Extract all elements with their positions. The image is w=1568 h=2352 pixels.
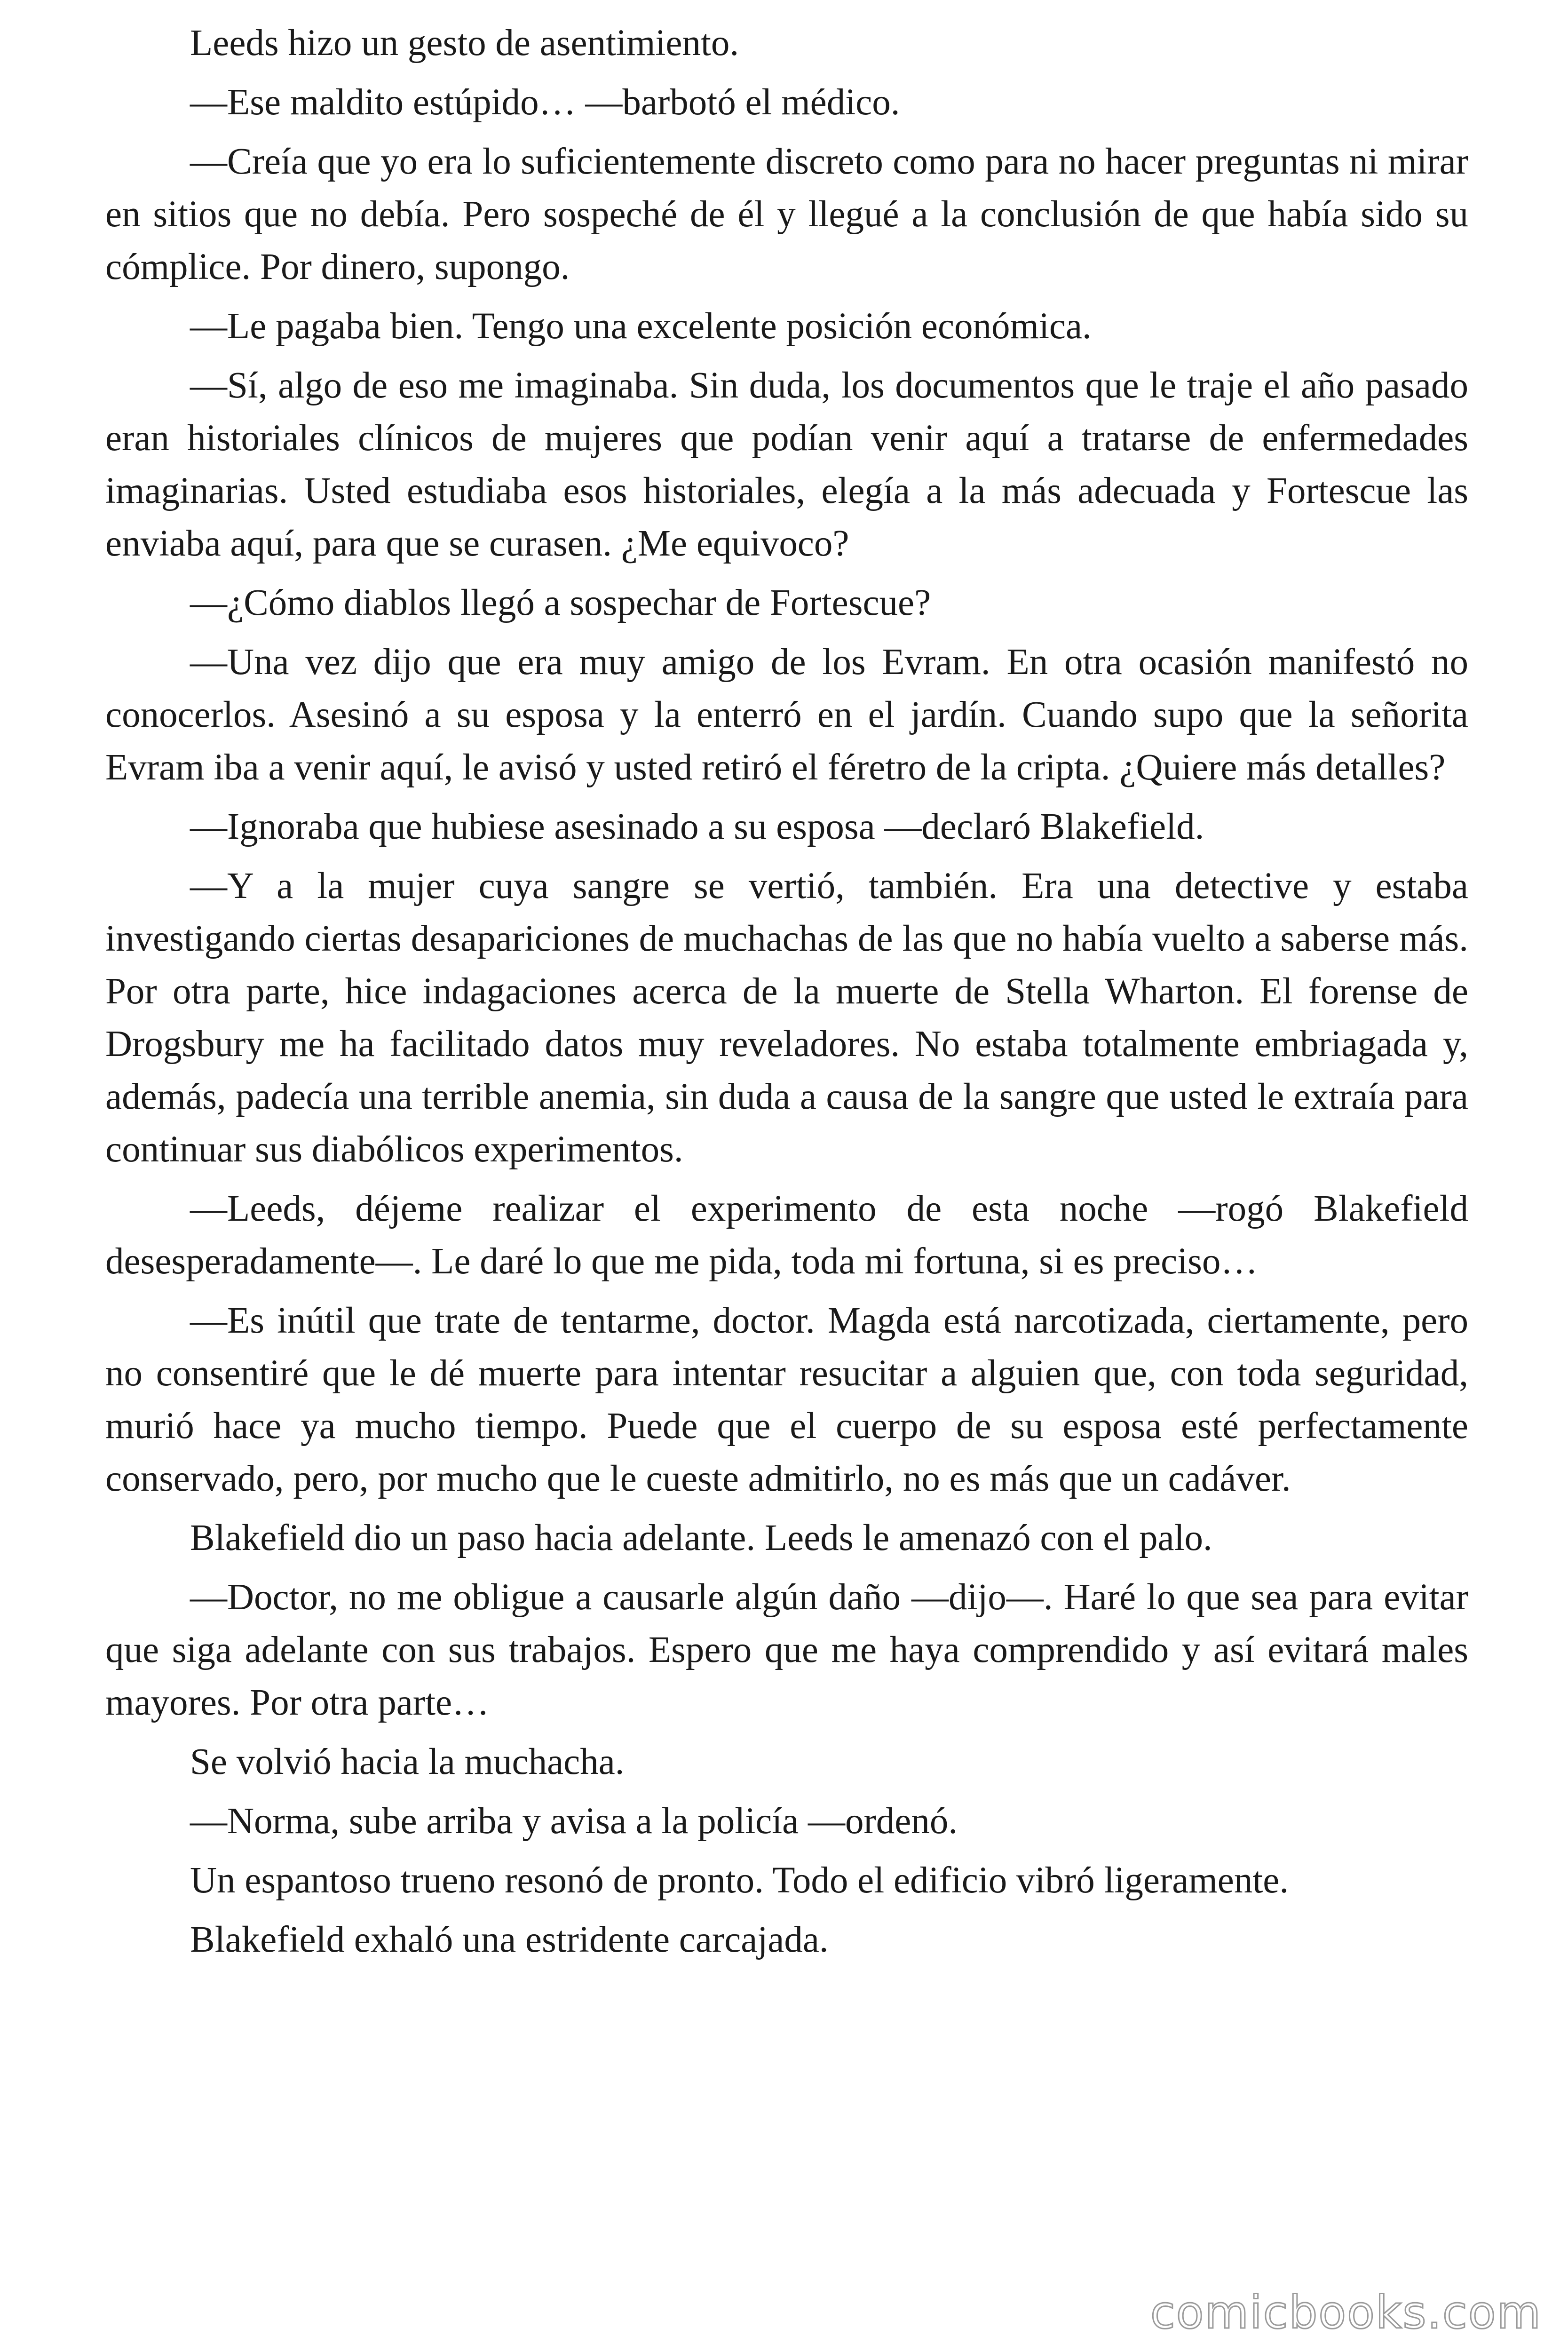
paragraph: —Creía que yo era lo suficientemente discreto como para no hacer preguntas ni mirar en sitios que no debía. Pero sospeché de él y llegué a la conclusión de que había sido su cómplice. Por dinero, supongo. [105, 141, 1468, 287]
paragraph: —Leeds, déjeme realizar el experimento de esta noche —rogó Blakefield desesperadamente—. Le daré lo que me pida, toda mi fortuna, si es preciso… [105, 1188, 1468, 1282]
paragraph: —Sí, algo de eso me imaginaba. Sin duda, los documentos que le traje el año pasado eran historiales clínicos de mujeres que podían venir aquí a tratarse de enfermedades imaginarias. Usted estudiaba esos historiales, elegía a la más adecuada y Fortescue las enviaba aquí, para que se curasen. ¿Me equivoco? [105, 365, 1468, 564]
paragraph: Blakefield dio un paso hacia adelante. Leeds le amenazó con el palo. [190, 1518, 1212, 1558]
paragraph: —Le pagaba bien. Tengo una excelente posición económica. [190, 306, 1092, 347]
paragraph: Blakefield exhaló una estridente carcajada. [190, 1919, 829, 1960]
paragraph: Se volvió hacia la muchacha. [190, 1741, 625, 1782]
paragraph: —Y a la mujer cuya sangre se vertió, también. Era una detective y estaba investigando ciertas desapariciones de muchachas de las que no había vuelto a saberse más. Por otra parte, hice indagaciones acerca de la muerte de Stella Wharton. El forense de Drogsbury me ha facilitado datos muy reveladores. No estaba totalmente embriagada y, además, padecía una terrible anemia, sin duda a causa de la sangre que usted le extraía para continuar sus diabólicos experimentos. [105, 866, 1468, 1170]
paragraph: —Ese maldito estúpido… —barbotó el médico. [190, 82, 900, 123]
paragraph: —Ignoraba que hubiese asesinado a su esposa —declaró Blakefield. [190, 806, 1204, 847]
watermark: comicbooks.com [1150, 2286, 1542, 2339]
paragraph: —¿Cómo diablos llegó a sospechar de Fortescue? [190, 582, 931, 623]
paragraph: —Norma, sube arriba y avisa a la policía —ordenó. [190, 1801, 958, 1842]
paragraph: Un espantoso trueno resonó de pronto. Todo el edificio vibró ligeramente. [190, 1860, 1289, 1901]
paragraph: —Doctor, no me obligue a causarle algún daño —dijo—. Haré lo que sea para evitar que siga adelante con sus trabajos. Espero que me haya comprendido y así evitará males mayores. Por otra parte… [105, 1577, 1468, 1723]
book-page-text [105, 17, 1468, 1973]
paragraph: —Una vez dijo que era muy amigo de los Evram. En otra ocasión manifestó no conocerlos. Asesinó a su esposa y la enterró en el jardín. Cuando supo que la señorita Evram iba a venir aquí, le avisó y usted retiró el féretro de la cripta. ¿Quiere más detalles? [105, 642, 1468, 788]
paragraph: —Es inútil que trate de tentarme, doctor. Magda está narcotizada, ciertamente, pero no consentiré que le dé muerte para intentar resucitar a alguien que, con toda seguridad, murió hace ya mucho tiempo. Puede que el cuerpo de su esposa esté perfectamente conservado, pero, por mucho que le cueste admitirlo, no es más que un cadáver. [105, 1300, 1468, 1499]
paragraph: Leeds hizo un gesto de asentimiento. [190, 23, 739, 64]
